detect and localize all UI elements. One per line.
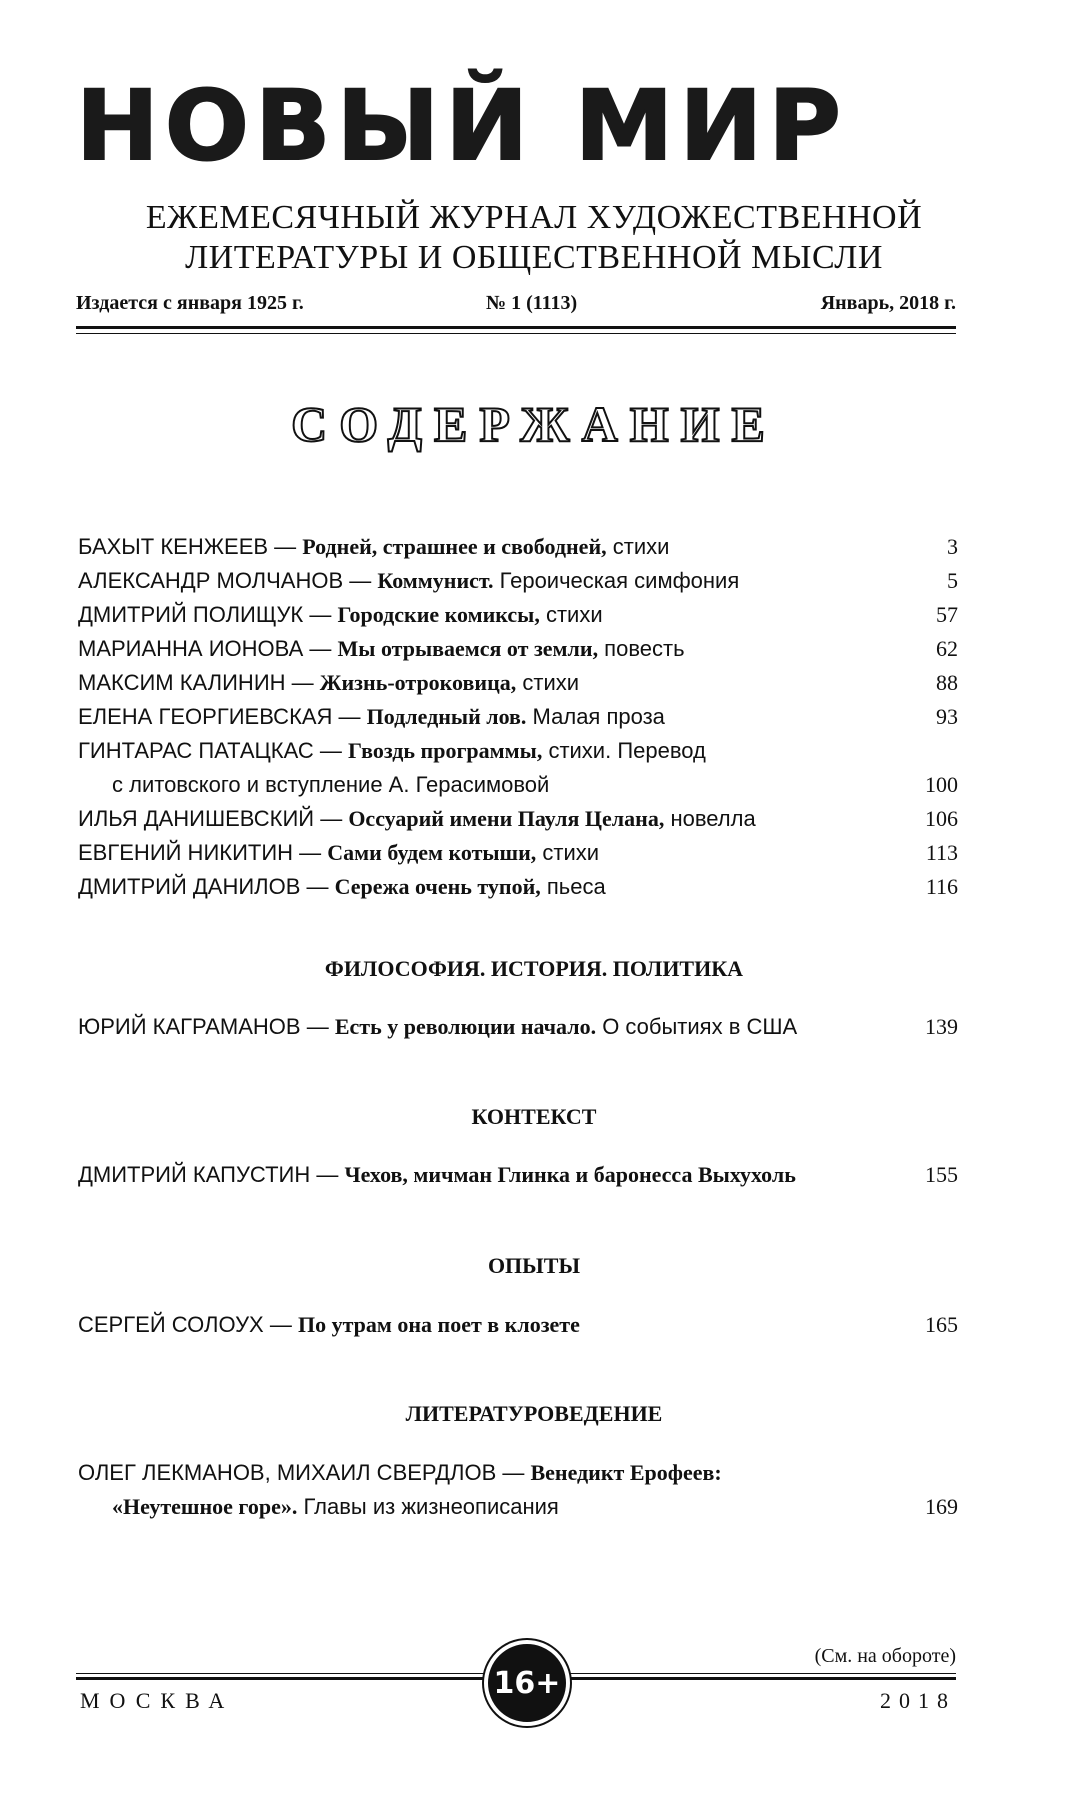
subtitle-line-1: ЕЖЕМЕСЯЧНЫЙ ЖУРНАЛ ХУДОЖЕСТВЕННОЙ [145, 199, 923, 236]
toc-genre: стихи [536, 840, 600, 865]
toc-genre: Малая проза [526, 704, 665, 729]
toc-section-experiments [78, 1308, 958, 1342]
header-rule-thin [76, 333, 956, 334]
contents-heading: СОДЕРЖАНИЕ [291, 396, 777, 452]
toc-title: Мы отрываемся от земли, [337, 636, 599, 661]
toc-author: МАКСИМ КАЛИНИН — [78, 670, 320, 695]
toc-title: Венедикт Ерофеев: [530, 1460, 722, 1485]
toc-entry[interactable] [78, 870, 958, 904]
publication-year: 2018 [880, 1688, 956, 1713]
toc-genre: повесть [598, 636, 685, 661]
section-heading-context: КОНТЕКСТ [471, 1104, 597, 1129]
toc-author: ДМИТРИЙ ДАНИЛОВ — [78, 874, 335, 899]
toc-title: Оссуарий имени Пауля Целана, [348, 806, 665, 831]
toc-entry[interactable] [78, 598, 958, 632]
toc-title: «Неутешное горе». [112, 1494, 298, 1519]
toc-title: Есть у революции начало. [334, 1014, 597, 1039]
toc-author: ЮРИЙ КАГРАМАНОВ — [78, 1014, 335, 1039]
toc-entry-continuation[interactable] [78, 1490, 958, 1524]
toc-page: 57 [936, 602, 958, 627]
toc-main-list [78, 530, 958, 904]
publication-info [76, 292, 956, 322]
toc-author: ГИНТАРАС ПАТАЦКАС — [78, 738, 348, 763]
toc-genre: стихи. Перевод [542, 738, 706, 763]
toc-entry[interactable] [78, 564, 958, 598]
toc-title: По утрам она поет в клозете [297, 1312, 580, 1337]
publication-city: МОСКВА [80, 1688, 235, 1713]
toc-entry[interactable] [78, 632, 958, 666]
toc-entry[interactable] [78, 1158, 958, 1192]
toc-page: 88 [936, 670, 958, 695]
toc-page: 116 [925, 874, 958, 899]
toc-author: ЕВГЕНИЙ НИКИТИН — [78, 840, 328, 865]
section-heading-literary-studies: ЛИТЕРАТУРОВЕДЕНИЕ [405, 1401, 663, 1426]
toc-author: ЕЛЕНА ГЕОРГИЕВСКАЯ — [78, 704, 367, 729]
toc-title: Родней, страшнее и свободней, [302, 534, 607, 559]
toc-title: Гвоздь программы, [347, 738, 543, 763]
toc-title: Жизнь-отроковица, [319, 670, 517, 695]
toc-page: 93 [936, 704, 958, 729]
masthead-title: НОВЫЙ МИР [76, 70, 848, 182]
issue-date: Январь, 2018 г. [820, 292, 956, 314]
toc-genre: пьеса [540, 874, 606, 899]
toc-page: 5 [947, 568, 958, 593]
toc-entry[interactable] [78, 1456, 958, 1490]
toc-genre: с литовского и вступление А. Герасимовой [112, 772, 550, 797]
published-since: Издается с января 1925 г. [76, 292, 304, 314]
toc-entry[interactable] [78, 802, 958, 836]
toc-genre: стихи [516, 670, 580, 695]
toc-title: Чехов, мичман Глинка и баронесса Выхухоль [344, 1162, 796, 1187]
toc-title: Городские комиксы, [337, 602, 540, 627]
toc-title: Коммунист. [377, 568, 494, 593]
toc-author: ОЛЕГ ЛЕКМАНОВ, МИХАИЛ СВЕРДЛОВ — [78, 1460, 531, 1485]
toc-entry[interactable] [78, 836, 958, 870]
toc-page: 100 [925, 772, 958, 797]
see-reverse-note: (См. на обороте) [814, 1645, 956, 1667]
toc-page: 155 [925, 1162, 958, 1187]
toc-author: БАХЫТ КЕНЖЕЕВ — [78, 534, 303, 559]
toc-page: 62 [936, 636, 958, 661]
toc-author: ДМИТРИЙ КАПУСТИН — [78, 1162, 345, 1187]
toc-entry[interactable] [78, 700, 958, 734]
toc-entry[interactable] [78, 734, 958, 768]
toc-section-philosophy [78, 1010, 958, 1044]
toc-entry[interactable] [78, 530, 958, 564]
toc-genre: О событиях в США [596, 1014, 798, 1039]
toc-title: Подледный лов. [366, 704, 527, 729]
section-heading-philosophy: ФИЛОСОФИЯ. ИСТОРИЯ. ПОЛИТИКА [324, 956, 744, 981]
toc-genre: стихи [606, 534, 670, 559]
toc-author: ИЛЬЯ ДАНИШЕВСКИЙ — [78, 806, 349, 831]
toc-genre: стихи [539, 602, 603, 627]
toc-entry[interactable] [78, 1010, 958, 1044]
toc-entry[interactable] [78, 1308, 958, 1342]
toc-page: 3 [947, 534, 958, 559]
toc-title: Сами будем котыши, [327, 840, 537, 865]
section-heading-experiments: ОПЫТЫ [487, 1253, 581, 1278]
toc-genre: Героическая симфония [493, 568, 740, 593]
toc-section-context [78, 1158, 958, 1192]
header-rule-thick [76, 326, 956, 329]
toc-author: СЕРГЕЙ СОЛОУХ — [78, 1312, 298, 1337]
toc-author: АЛЕКСАНДР МОЛЧАНОВ — [78, 568, 378, 593]
age-rating-badge: 16+ [484, 1640, 570, 1726]
toc-entry[interactable] [78, 666, 958, 700]
toc-page: 169 [925, 1494, 958, 1519]
issue-number: № 1 (1113) [486, 292, 578, 314]
toc-page: 165 [925, 1312, 958, 1337]
toc-genre: Главы из жизнеописания [297, 1494, 559, 1519]
toc-author: МАРИАННА ИОНОВА — [78, 636, 338, 661]
toc-entry-continuation[interactable] [78, 768, 958, 802]
subtitle-line-2: ЛИТЕРАТУРЫ И ОБЩЕСТВЕННОЙ МЫСЛИ [185, 239, 883, 276]
toc-page: 139 [925, 1014, 958, 1039]
toc-author: ДМИТРИЙ ПОЛИЩУК — [78, 602, 338, 627]
toc-section-literary-studies [78, 1456, 958, 1524]
toc-genre: новелла [664, 806, 756, 831]
toc-title: Сережа очень тупой, [334, 874, 541, 899]
toc-page: 113 [925, 840, 958, 865]
magazine-subtitle [0, 198, 1068, 278]
toc-page: 106 [925, 806, 958, 831]
